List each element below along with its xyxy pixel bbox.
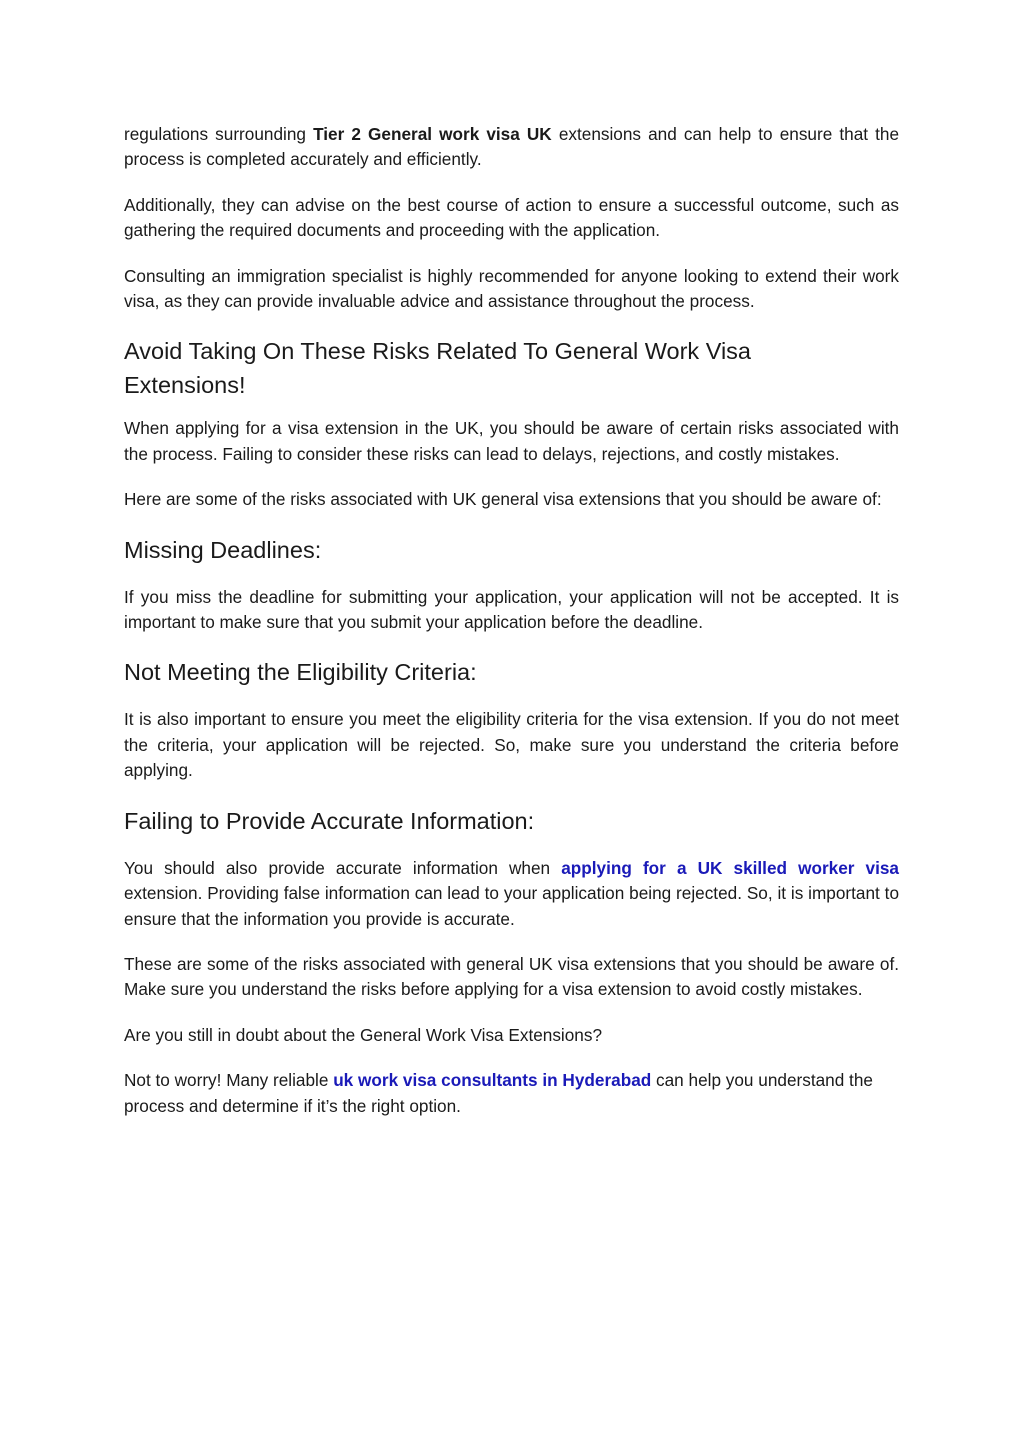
- paragraph-text: can help you understand the process and determine if it’s the right option.: [124, 1070, 873, 1116]
- paragraph-advise: Additionally, they can advise on the best course of action to ensure a successful outcome, such as gathering the required documents and proceeding with the application.: [124, 194, 899, 241]
- paragraph-deadline: If you miss the deadline for submitting your application, your application will not be accepted. It is important to make sure that you submit your application before the deadline.: [124, 586, 899, 633]
- heading-eligibility: Not Meeting the Eligibility Criteria:: [124, 659, 477, 686]
- paragraph-consulting: Consulting an immigration specialist is highly recommended for anyone looking to extend their work visa, as they can provide invaluable advice and assistance throughout the process.: [124, 265, 899, 312]
- heading-missing-deadlines: Missing Deadlines:: [124, 536, 322, 563]
- skilled-worker-visa-link[interactable]: applying for a UK skilled worker visa: [561, 857, 899, 878]
- paragraph-regulations: [124, 122, 899, 173]
- document-page: [124, 122, 899, 1139]
- paragraph-summary-risks: These are some of the risks associated with general UK visa extensions that you should be aware of. Make sure you understand the risks before applying for a visa extension to avoid costly mistakes.: [124, 953, 899, 1000]
- paragraph-text: extension. Providing false information can lead to your application being rejected. So, it is important to ensure that the information you provide is accurate.: [124, 883, 899, 929]
- paragraph-accurate-info: [124, 856, 899, 932]
- paragraph-still-in-doubt: Are you still in doubt about the General Work Visa Extensions?: [124, 1024, 603, 1045]
- paragraph-not-to-worry: [124, 1068, 899, 1119]
- hyderabad-consultants-link[interactable]: uk work visa consultants in Hyderabad: [333, 1070, 652, 1091]
- bold-keyword: Tier 2 General work visa UK: [313, 124, 552, 144]
- paragraph-here-are-risks: Here are some of the risks associated with UK general visa extensions that you should be aware of:: [124, 489, 882, 510]
- paragraph-text: You should also provide accurate information when: [124, 857, 562, 878]
- heading-accurate-information: Failing to Provide Accurate Information:: [124, 807, 535, 834]
- paragraph-text: regulations surrounding: [124, 124, 314, 144]
- heading-avoid-risks: Avoid Taking On These Risks Related To General Work Visa Extensions!: [124, 338, 751, 399]
- paragraph-when-applying: When applying for a visa extension in the UK, you should be aware of certain risks associated with the process. Failing to consider these risks can lead to delays, rejections, and costly mistakes.: [124, 418, 899, 464]
- paragraph-eligibility: It is also important to ensure you meet the eligibility criteria for the visa extension. If you do not meet the criteria, your application will be rejected. So, make sure you understand the criteria before applying.: [124, 709, 899, 781]
- paragraph-text: extensions and can help to ensure that the process is completed accurately and efficiently.: [124, 124, 900, 170]
- paragraph-text: Not to worry! Many reliable: [124, 1070, 334, 1091]
